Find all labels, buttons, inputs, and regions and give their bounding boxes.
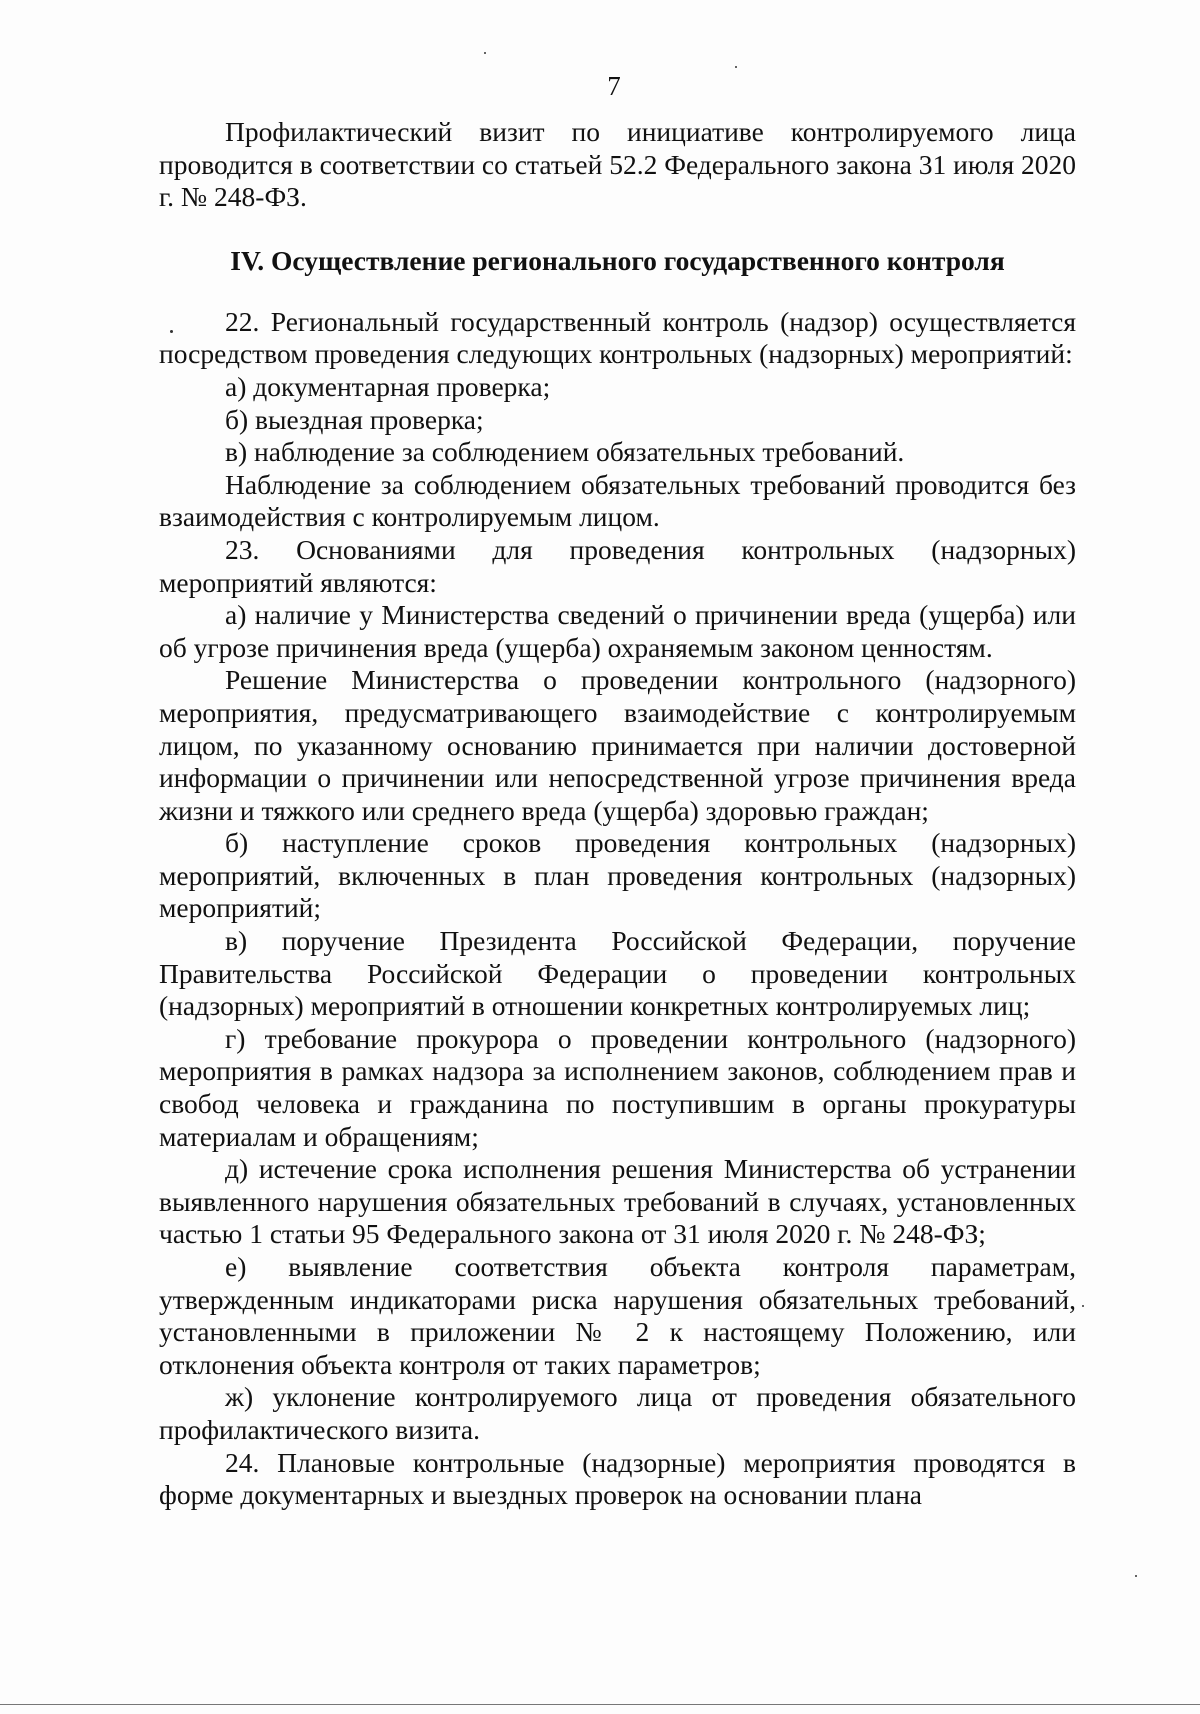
scan-speck: [1135, 1575, 1137, 1577]
paragraph-24: 24. Плановые контрольные (надзорные) мероприятия проводятся в форме документарных и выездных проверок на основании плана: [159, 1446, 1076, 1511]
scan-crop-line: [0, 1704, 1200, 1705]
paragraph-23: 23. Основаниями для проведения контрольных (надзорных) мероприятий являются:: [159, 533, 1076, 598]
list-item-22a: а) документарная проверка;: [225, 370, 551, 402]
paragraph-decision: Решение Министерства о проведении контрольного (надзорного) мероприятия, предусматривающего взаимодействие с контролируемым лицом, по указанному основанию принимается при наличии достоверной информации о причинении или непосредственной угрозе причинения вреда жизни и тяжкого или среднего вреда (ущерба) здоровью граждан;: [159, 664, 1076, 826]
scan-speck: [735, 66, 737, 68]
scan-speck: [1082, 1305, 1084, 1307]
paragraph-22: 22. Региональный государственный контроль (надзор) осуществляется посредством проведения следующих контрольных (надзорных) мероприятий:: [159, 305, 1076, 370]
section-title: IV. Осуществление регионального государственного контроля: [230, 244, 1005, 276]
list-item-23c: в) поручение Президента Российской Федерации, поручение Правительства Российской Федерации о проведении контрольных (надзорных) мероприятий в отношении конкретных контролируемых лиц;: [159, 925, 1076, 1022]
list-item-23d: г) требование прокурора о проведении контрольного (надзорного) мероприятия в рамках надзора за исполнением законов, соблюдением прав и свобод человека и гражданина по поступившим в органы прокуратуры материалам и обращениям;: [159, 1022, 1076, 1152]
paragraph-preventive-visit: Профилактический визит по инициативе контролируемого лица проводится в соответствии со статьей 52.2 Федерального закона 31 июля 2020 г. № 248-ФЗ.: [159, 116, 1076, 213]
document-body: [159, 116, 1076, 1512]
list-item-22b: б) выездная проверка;: [225, 403, 484, 435]
scan-speck: [484, 52, 486, 54]
list-item-23a: а) наличие у Министерства сведений о причинении вреда (ущерба) или об угрозе причинения вреда (ущерба) охраняемым законом ценностям.: [159, 599, 1076, 663]
paragraph-observation: Наблюдение за соблюдением обязательных требований проводится без взаимодействия с контролируемым лицом.: [159, 468, 1076, 533]
list-item-23f: е) выявление соответствия объекта контроля параметрам, утвержденным индикаторами риска нарушения обязательных требований, установленными в приложении № 2 к настоящему Положению, или отклонения объекта контроля от таких параметров;: [159, 1251, 1076, 1380]
list-item-23b: б) наступление сроков проведения контрольных (надзорных) мероприятий, включенных в план проведения контрольных (надзорных) мероприятий;: [159, 827, 1076, 924]
list-item-23e: д) истечение срока исполнения решения Министерства об устранении выявленного нарушения обязательных требований в случаях, установленных частью 1 статьи 95 Федерального закона от 31 июля 2020 г. № 248-ФЗ;: [159, 1153, 1076, 1250]
list-item-23g: ж) уклонение контролируемого лица от проведения обязательного профилактического визита.: [159, 1381, 1076, 1445]
page-number: 7: [607, 71, 621, 101]
list-item-22c: в) наблюдение за соблюдением обязательных требований.: [225, 436, 905, 468]
scan-speck: [170, 330, 173, 333]
